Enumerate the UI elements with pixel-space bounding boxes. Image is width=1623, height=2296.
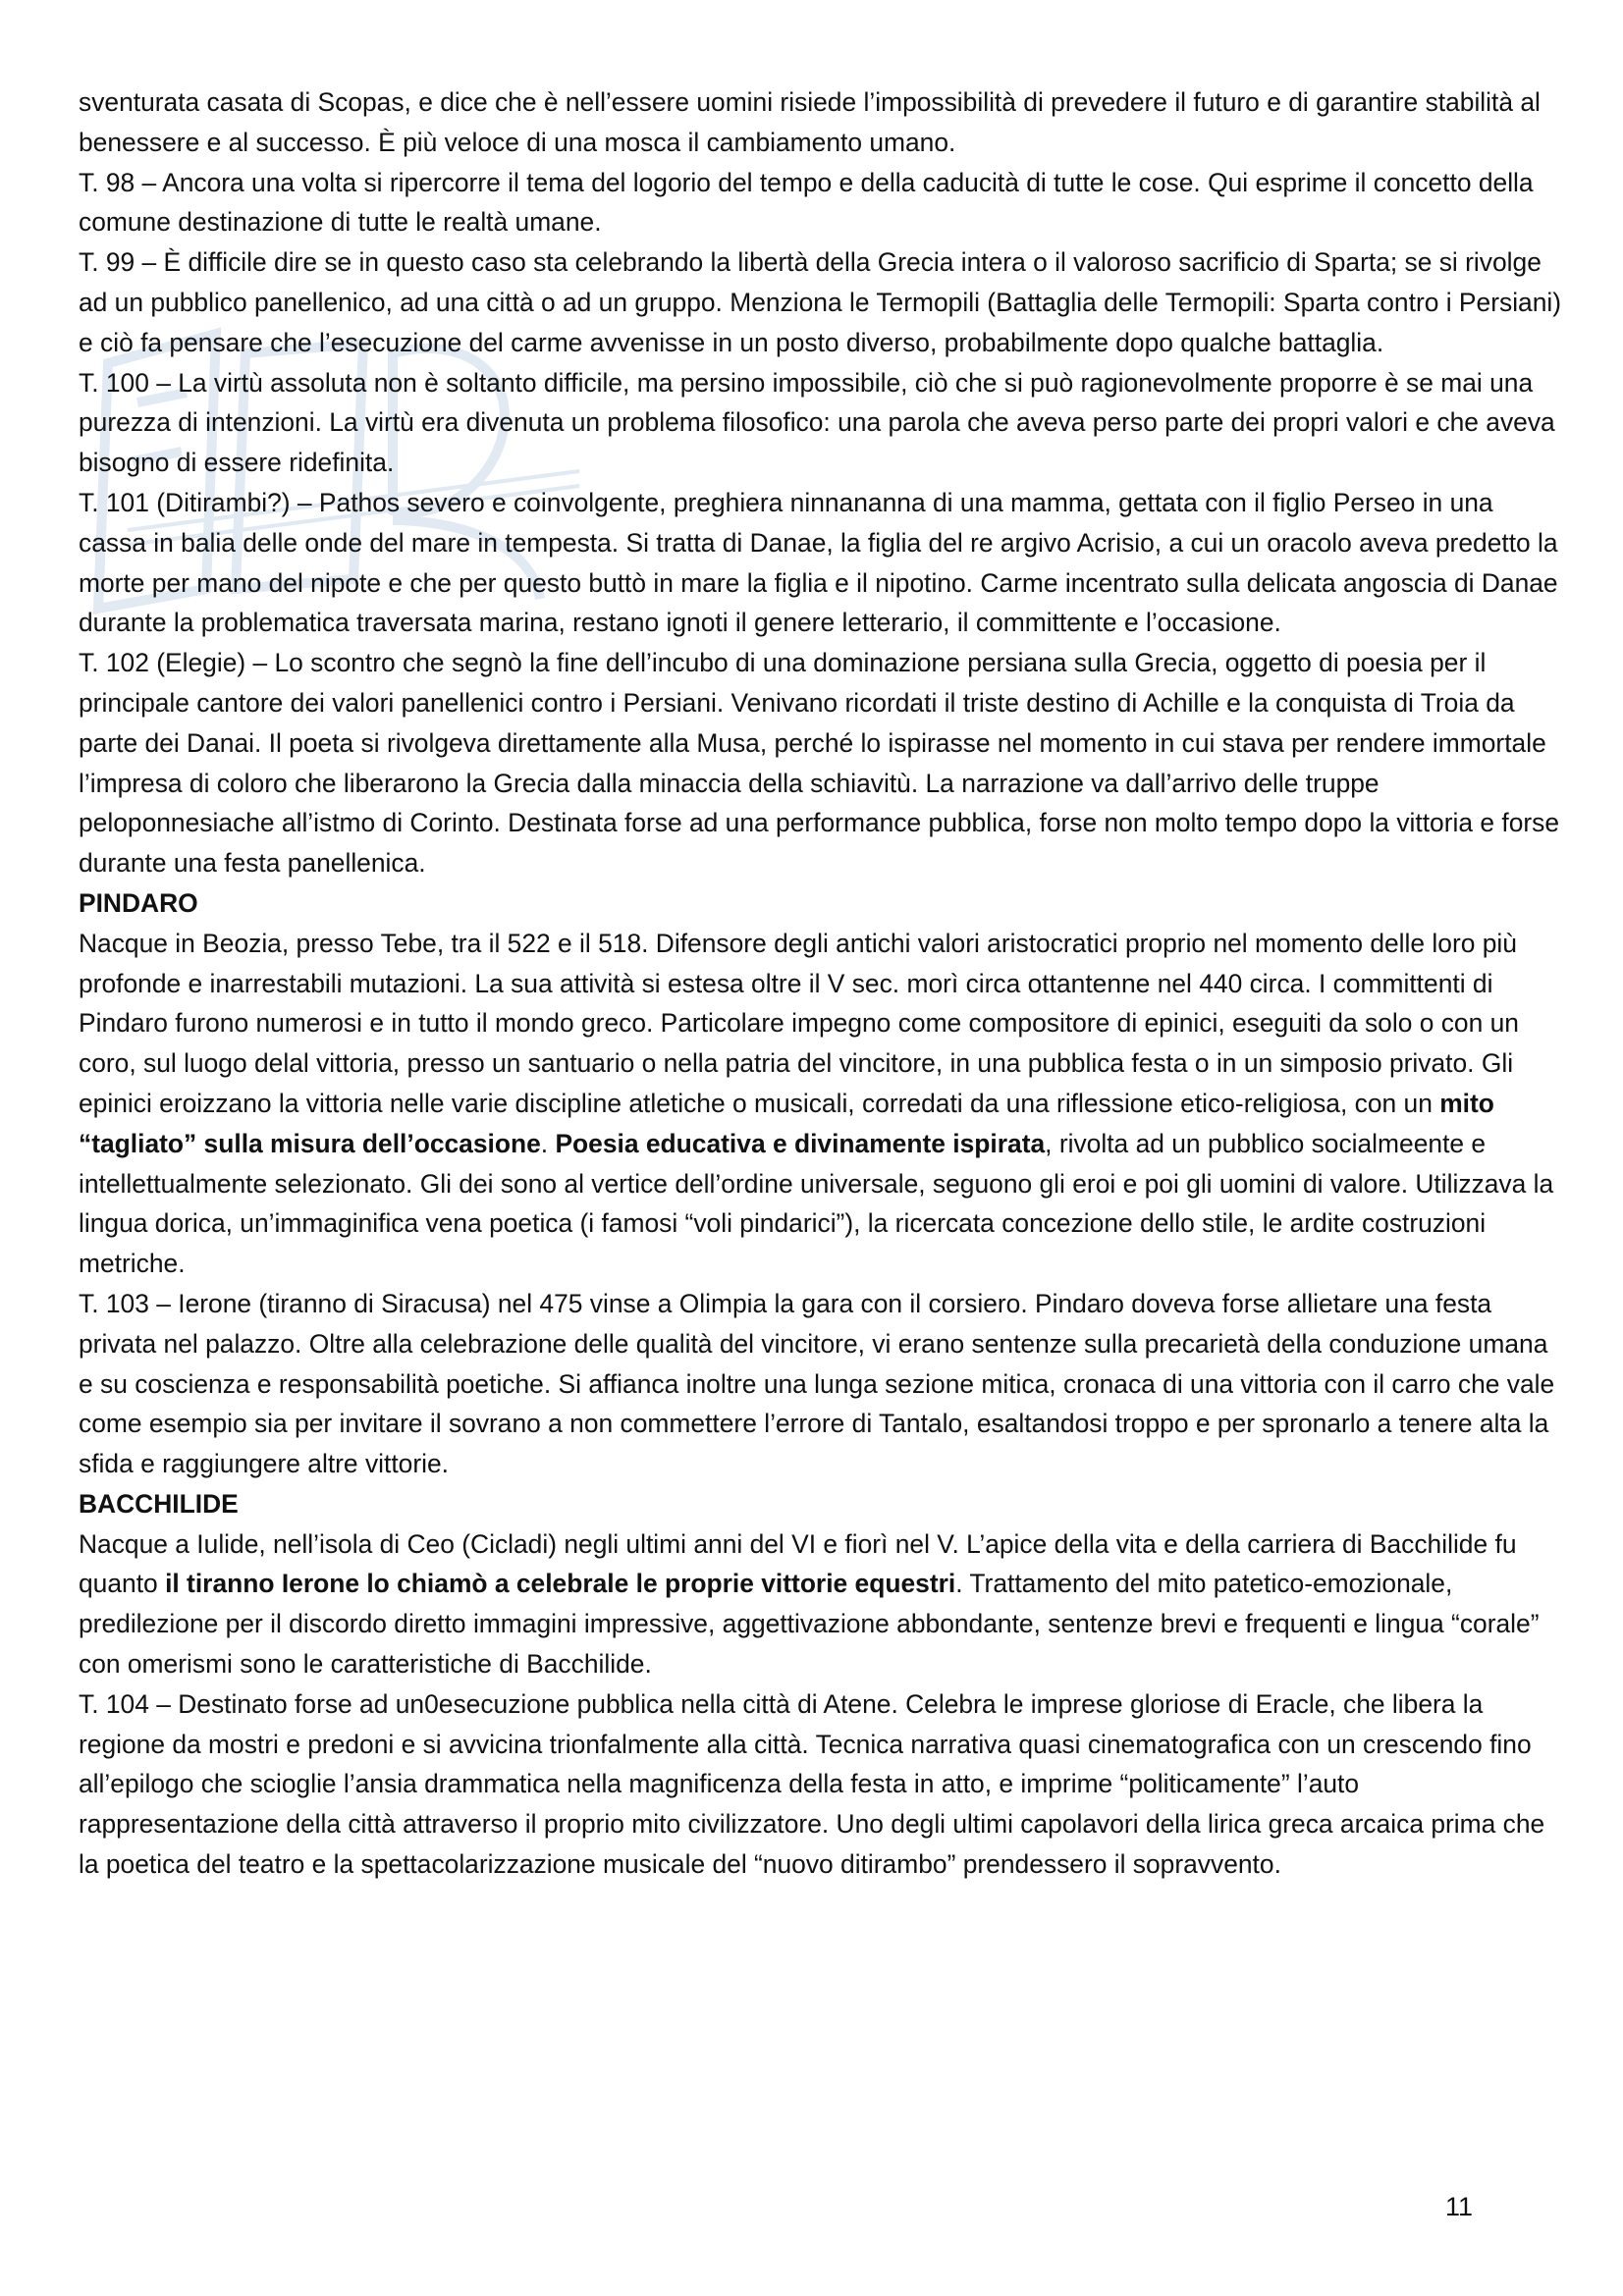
paragraph-t102: T. 102 (Elegie) – Lo scontro che segnò la fine dell’incubo di una dominazione persiana sulla Grecia, oggetto di poesia per il principale cantore dei valori panellenici contro i Persiani. Venivano ricordati il triste destino di Achille e la conquista di Troia da parte dei Danai. Il poeta si rivolgeva direttamente alla Musa, perché lo ispirasse nel momento in cui stava per rendere immortale l’impresa di coloro che liberarono la Grecia dalla minaccia della schiavitù. La narrazione va dall’arrivo delle truppe peloponnesiache all’istmo di Corinto. Destinata forse ad una performance pubblica, forse non molto tempo dopo la vittoria e forse durante una festa panellenica. (79, 648, 1560, 879)
paragraph-scopas: sventurata casata di Scopas, e dice che è nell’essere uomini risiede l’impossibilità di prevedere il futuro e di garantire stabilità al benessere e al successo. È più veloce di una mosca il cambiamento umano. (79, 87, 1541, 157)
paragraph-t98: T. 98 – Ancora una volta si ripercorre il tema del logorio del tempo e della caducità di tutte le cose. Qui esprime il concetto della comune destinazione di tutte le realtà umane. (79, 167, 1534, 238)
section-heading-bacchilide: BACCHILIDE (79, 1488, 239, 1519)
section-heading-pindaro: PINDARO (79, 887, 198, 918)
paragraph-t101: T. 101 (Ditirambi?) – Pathos severo e coinvolgente, preghiera ninnananna di una mamma, gettata con il figlio Perseo in una cassa in balia delle onde del mare in tempesta. Si tratta di Danae, la figlia del re argivo Acrisio, a cui un oracolo aveva predetto la morte per mano del nipote e che per questo buttò in mare la figlia e il nipotino. Carme incentrato sulla delicata angoscia di Danae durante la problematica traversata marina, restano ignoti il genere letterario, il committente e l’occasione. (79, 487, 1558, 638)
paragraph-pindaro-intro (79, 924, 1566, 1284)
paragraph-t100: T. 100 – La virtù assoluta non è soltanto difficile, ma persino impossibile, ciò che si può ragionevolmente proporre è se mai una purezza di intenzioni. La virtù era divenuta un problema filosofico: una parola che aveva perso parte dei propri valori e che aveva bisogno di essere ridefinita. (79, 367, 1555, 478)
paragraph-t104: T. 104 – Destinato forse ad un0esecuzione pubblica nella città di Atene. Celebra le imprese gloriose di Eracle, che libera la regione da mostri e predoni e si avvicina trionfalmente alla città. Tecnica narrativa quasi cinematografica con un crescendo fino all’epilogo che scioglie l’ansia drammatica nella magnificenza della festa in atto, e imprime “politicamente” l’auto rappresentazione della città attraverso il proprio mito civilizzatore. Uno degli ultimi capolavori della lirica greca arcaica prima che la poetica del teatro e la spettacolarizzazione musicale del “nuovo ditirambo” prendessero il sopravvento. (79, 1688, 1545, 1880)
bold-run: il tiranno Ierone lo chiamò a celebrale le proprie vittorie equestri (165, 1569, 956, 1599)
document-page (79, 82, 1566, 1885)
text-run: . (540, 1128, 556, 1158)
text-run: . Trattamento del mito patetico-emozionale, predilezione per il discordo diretto immagini impressive, aggettivazione abbondante, sentenze brevi e frequenti e lingua “corale” con omerismi sono le caratteristiche di Bacchilide. (79, 1569, 1540, 1680)
bold-run: mito “tagliato” sulla misura dell’occasione (79, 1088, 1494, 1158)
paragraph-t103: T. 103 – Ierone (tiranno di Siracusa) nel 475 vinse a Olimpia la gara con il corsiero. Pindaro doveva forse allietare una festa privata nel palazzo. Oltre alla celebrazione delle qualità del vincitore, vi erano sentenze sulla precarietà della conduzione umana e su coscienza e responsabilità poetiche. Si affianca inoltre una lunga sezione mitica, cronaca di una vittoria con il carro che vale come esempio sia per invitare il sovrano a non commettere l’errore di Tantalo, esaltandosi troppo e per spronarlo a tenere alta la sfida e raggiungere altre vittorie. (79, 1288, 1555, 1479)
text-run: Nacque a Iulide, nell’isola di Ceo (Cicladi) negli ultimi anni del VI e fiorì nel V. L’apice della vita e della carriera di Bacchilide fu quanto (79, 1528, 1517, 1599)
page-number: 11 (1445, 2192, 1474, 2221)
text-run: Nacque in Beozia, presso Tebe, tra il 522 e il 518. Difensore degli antichi valori aristocratici proprio nel momento delle loro più profonde e inarrestabili mutazioni. La sua attività si estesa oltre il V sec. morì circa ottantenne nel 440 circa. I committenti di Pindaro furono numerosi e in tutto il mondo greco. Particolare impegno come compositore di epinici, eseguiti da solo o con un coro, sul luogo delal vittoria, presso un santuario o nella patria del vincitore, in una pubblica festa o in un simposio privato. Gli epinici eroizzano la vittoria nelle varie discipline atletiche o musicali, corredati da una riflessione etico-religiosa, con un (79, 928, 1519, 1118)
text-run: , rivolta ad un pubblico socialmeente e intellettualmente selezionato. Gli dei sono al vertice dell’ordine universale, seguono gli eroi e poi gli uomini di valore. Utilizzava la lingua dorica, un’immaginifica vena poetica (i famosi “voli pindarici”), la ricercata concezione dello stile, le ardite costruzioni metriche. (79, 1128, 1554, 1279)
paragraph-t99: T. 99 – È difficile dire se in questo caso sta celebrando la libertà della Grecia intera o il valoroso sacrificio di Sparta; se si rivolge ad un pubblico panellenico, ad una città o ad un gruppo. Menziona le Termopili (Battaglia delle Termopili: Sparta contro i Persiani) e ciò fa pensare che l’esecuzione del carme avvenisse in un posto diverso, probabilmente dopo qualche battaglia. (79, 247, 1562, 357)
bold-run: Poesia educativa e divinamente ispirata (555, 1128, 1046, 1158)
paragraph-bacchilide-intro (79, 1524, 1566, 1684)
